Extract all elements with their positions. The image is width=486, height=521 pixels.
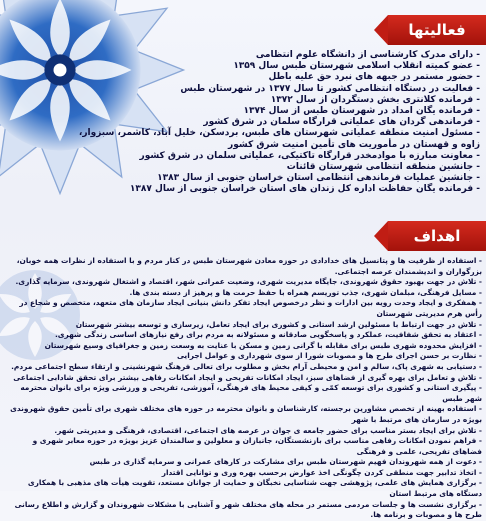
goal-item: - اتخاذ تدابیر جهت منطقی کردن چگونگی اخذ عوارض برحسب بهره وری و توانایی اقتدار: [161, 467, 482, 477]
goal-item: - پیگیری استانی و کشوری برای توسعه کمّی و کیفی محیط های فرهنگی، آموزشی، تفریحی و ورزشی ویژه برای بانوان محترمه شهر طبس: [20, 383, 482, 403]
goal-item: - استفاده بهینه از تخصص مشاورین برجسته، کارشناسان و بانوان محترمه در حوزه های مختلف شهری برای تأمین حقوق شهروندی بویژه در سازمان های مرتبط با شهر: [10, 404, 482, 424]
goals-heading: اهداف: [388, 221, 486, 251]
goal-item: - تلاش در جهت ارتباط با مسئولین ارشد استانی و کشوری برای ایجاد تعامل، زیرسازی و توسعه بیشتر شهرستان: [75, 319, 482, 329]
goal-item: - دعوت از همه شهروندان فهیم شهرستان طبس برای مشارکت در کارهای عمرانی و سرمایه گذاری در طبس: [89, 457, 482, 467]
goal-item: - نظارت بر حسن اجرای طرح ها و مصوبات شورا از سوی شهرداری و عوامل اجرایی: [176, 351, 482, 361]
activity-item: - فرمانده یگان حفاظت اداره کل زندان های استان خراسان جنوبی از سال ۱۳۸۷: [129, 184, 480, 195]
goals-list: [4, 256, 482, 521]
activities-list: [40, 50, 480, 196]
activity-item: - معاونت مبارزه با موادمخدر قرارگاه تاکتیکی، عملیاتی سلمان در شرق کشور: [139, 150, 480, 161]
goal-item: - برگزاری همایش های علمی، پژوهشی جهت شناسایی نخبگان و حمایت از جوانان مستعد، تقویت هیأت های مذهبی با همکاری دستگاه های مرتبط استان: [27, 478, 482, 499]
goal-item: - دستیابی به شهری پاک، سالم و امن و محیطی آرام بخش و مطلوب برای تعالی فرهنگ شهرنشینی و ارتقاء سطح اجتماعی مردم.: [11, 361, 482, 371]
activity-item: - جانشین عملیات فرماندهی انتظامی استان خراسان جنوبی از سال ۱۳۸۳: [157, 173, 480, 184]
goal-item: - استفاده از ظرفیت ها و پتانسیل های خدادادی در حوزه معادن شهرستان طبس در کنار مردم و با استفاده از نظرات همه خوبان، بزرگواران و اندیشمندان عرصه اجتماعی.: [16, 256, 482, 276]
goal-item: - همفکری و ایجاد وحدت رویه بین ادارات و نظر درخصوص ایجاد تفکر دانش بنیانی ایجاد سازمان های متعهد، متخصص و شجاع در رأس هرم مدیریتی شهرستان: [19, 298, 482, 318]
activity-item: - عضو کمیته انقلاب اسلامی شهرستان طبس سال ۱۳۵۹: [233, 61, 480, 72]
activity-item: - جانشین منطقه انتظامی شهرستان قائنات: [286, 162, 480, 173]
goal-item: - برگزاری نشست ها و جلسات مردمی مستمر در محله های مختلف شهر و آشنایی با مشکلات شهروندان و گزارش و اطلاع رسانی طرح ها و مصوبات و برنامه ها.: [14, 499, 482, 520]
goal-item: - افزایش محدوده شهری طبس برای مقابله با گرانی زمین و مسکن با عنایت به وسعت زمین و جغرافیای وسیع شهرستان: [44, 340, 482, 350]
goal-item: - فراهم نمودن امکانات رفاهی مناسب برای بازنشستگان، جانبازان و معلولین و سالمندان عزیز بویژه در حوزه معابر شهری و فضاهای تفریحی، علمی و فرهنگی: [32, 436, 482, 456]
activity-item: - حضور مستمر در جبهه های نبرد حق علیه باطل: [268, 72, 480, 83]
activity-item: - فرماندهی گردان های عملیاتی قرارگاه سلمان در شرق کشور: [203, 117, 480, 128]
activity-item: - فرمانده یگان امداد در شهرستان طبس از سال ۱۳۷۴: [243, 106, 480, 117]
activity-item: - فرمانده کلانتری بخش دستگردان از سال ۱۳۷۲: [270, 94, 480, 105]
goal-item: - اعتقاد به تحقق شفافیت، عملکرد و پاسخگویی صادقانه و مسئولانه به مردم برای رفع نیازهای اساسی زندگی شهری.: [54, 330, 482, 340]
activity-item: - فعالیت در دستگاه انتظامی کشور تا سال ۱۳۷۷ در شهرستان طبس: [180, 83, 480, 94]
goal-item: - تلاش برای ایجاد بستر مناسب برای حضور جامعه ی جوان در عرصه های اجتماعی، اقتصادی، فرهنگی و مدیریتی شهر.: [54, 425, 482, 435]
goal-item: - تلاش در جهت بهبود حقوق شهروندی، جایگاه مدیریت شهری، وضعیت عمرانی شهر، اقتصاد و اشتغال شهروندی، سرمایه گذاری.: [15, 277, 482, 287]
goal-item: - مسایل فرهنگی، مبلمان شهری، جذب توریسم همراه با حفظ حرمت ها و پرهیز از دسته بندی ها.: [129, 287, 482, 297]
activity-item: زاوه و قهستان در مأموریت های تأمین امنیت شرق کشور: [228, 139, 480, 150]
goal-item: - تلاش و تعامل برای بهره گیری از فضاهای سبز، ایجاد امکانات تفریحی و ایجاد امکانات رفاهی بیشتر برای تحقق شادابی اجتماعی: [13, 372, 482, 382]
activity-item: - دارای مدرک کارشناسی از دانشگاه علوم انتظامی: [255, 50, 480, 60]
activities-heading: فعالیتها: [388, 15, 486, 45]
activity-item: - مسئول امنیت منطقه عملیاتی شهرستان های طبس، بردسکن، خلیل آباد، کاشمر، سبزوار،: [78, 128, 480, 139]
